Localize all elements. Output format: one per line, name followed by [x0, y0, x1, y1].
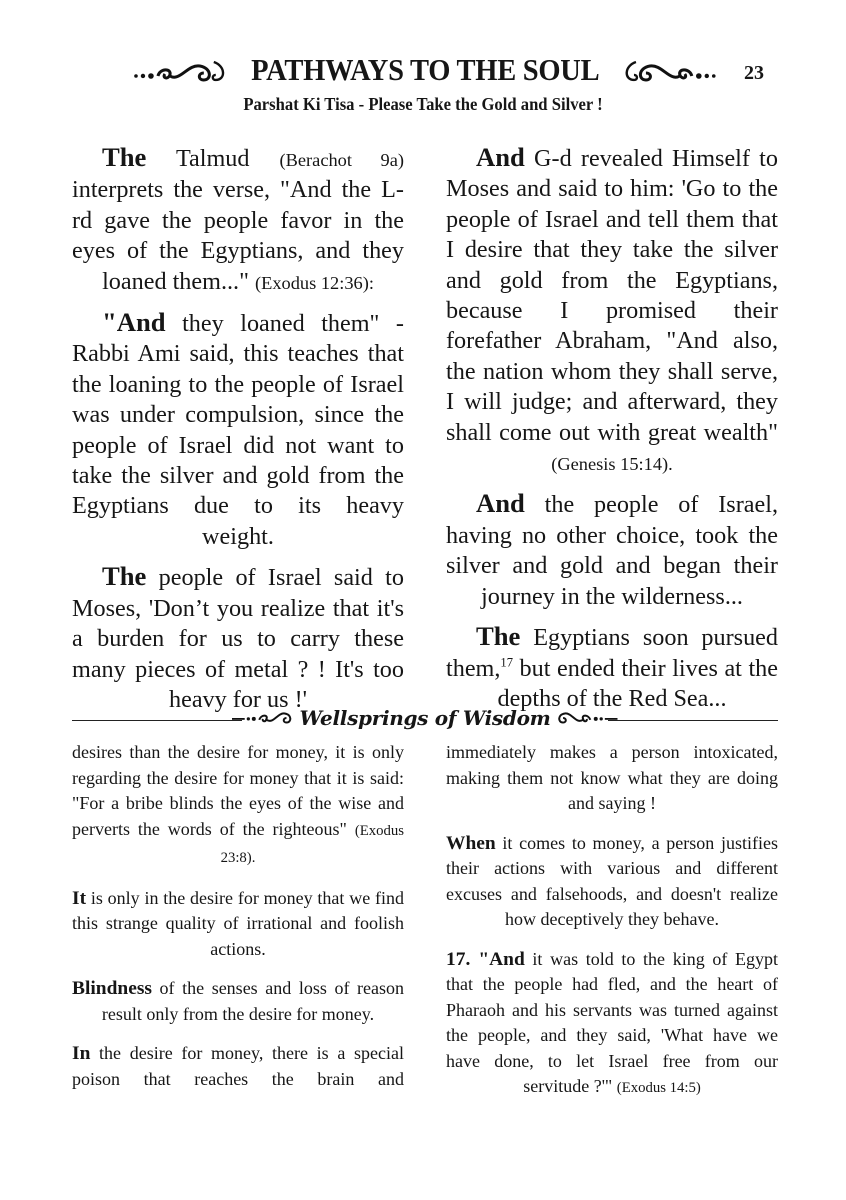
citation: (Exodus 14:5): [616, 1080, 701, 1096]
footnote-reference[interactable]: 17: [500, 655, 513, 670]
paragraph: [446, 621, 778, 714]
main-column-left: [72, 142, 404, 724]
paragraph-text: immediately makes a person intoxicated, making them not know what they are doing and saying !: [446, 742, 778, 813]
scroll-ornament-small-left-icon: [232, 709, 296, 727]
scroll-ornament-small-right-icon: [554, 709, 618, 727]
paragraph: [72, 142, 404, 298]
wisdom-column-left: [72, 740, 404, 1106]
paragraph-lead: In: [72, 1043, 91, 1064]
citation: (Exodus 12:36):: [255, 272, 374, 293]
running-title-text: PATHWAYS TO THE SOUL: [250, 52, 600, 87]
paragraph-text: the desire for money, there is a special poison that reaches the brain and: [72, 1043, 404, 1089]
paragraph-text: but ended their lives at the depths of the Red Sea...: [497, 654, 778, 712]
paragraph-lead: And: [476, 488, 525, 519]
section-divider: [72, 706, 778, 736]
chapter-subtitle: Parshat Ki Tisa - Please Take the Gold and Silver !: [243, 94, 603, 114]
paragraph: [72, 1041, 404, 1092]
paragraph-text: they loaned them" - Rabbi Ami said, this teaches that the loaning to the people of Israel was under compulsion, since the people of Israel did not want to take the silver and gold from the Egyptians due to its heavy weight.: [72, 310, 404, 550]
wisdom-column-right: [446, 740, 778, 1116]
paragraph-text: Egyptians soon pursued them,: [446, 624, 778, 682]
paragraph-text: is only in the desire for money that we find this strange quality of irrational and foolish actions.: [72, 887, 404, 959]
footnote: [446, 947, 778, 1102]
divider-rule-right: [608, 720, 778, 721]
divider-rule-left: [72, 720, 242, 721]
scroll-ornament-right-icon: [620, 56, 720, 84]
paragraph-lead: The: [476, 621, 521, 652]
page-number: 23: [744, 62, 764, 84]
paragraph-lead: When: [446, 832, 496, 854]
running-title: [130, 52, 720, 88]
citation: (Genesis 15:14).: [551, 454, 673, 475]
paragraph: [446, 740, 778, 817]
citation: (Exodus 23:8).: [220, 822, 404, 866]
paragraph: [72, 976, 404, 1027]
paragraph-text: it was told to the king of Egypt that the people had fled, and the heart of Pharaoh and his servants was turned against the people, and they said, 'What have we have done, to let Israel free from our servitude ?'": [446, 948, 778, 1096]
paragraph-text: G-d revealed Himself to Moses and said to him: 'Go to the people of Israel and tell them that I desire that they take the silver and gold from the Egyptians, because I promised their forefather Abraham, "And also, the nation whom they shall serve, I will judge; and afterward, they shall come out with great wealth": [446, 145, 778, 446]
paragraph-text: Talmud: [146, 145, 280, 172]
paragraph: [446, 488, 778, 612]
section-title: Wellsprings of Wisdom: [299, 706, 551, 730]
page-header: [0, 52, 846, 92]
paragraph-text: people of Israel said to Moses, 'Don’t you realize that it's a burden for us to carry these many pieces of metal ? ! It's too heavy for us !': [72, 564, 404, 713]
paragraph-lead: The: [102, 142, 147, 172]
paragraph: [72, 740, 404, 872]
paragraph-text: the people of Israel, having no other choice, took the silver and gold and began their journey in the wilderness...: [446, 491, 778, 610]
paragraph-lead: The: [102, 561, 147, 592]
paragraph-text: it comes to money, a person justifies their actions with various and different excuses and falsehoods, and doesn't realize how deceptively they behave.: [446, 832, 778, 929]
paragraph-text: interprets the verse, "And the L-rd gave the people favor in the eyes of the Egyptians, and they loaned them...": [72, 176, 404, 295]
paragraph-lead: It: [72, 887, 87, 909]
divider-title-wrap: [232, 706, 618, 730]
paragraph-lead: And: [476, 142, 525, 172]
footnote-lead: 17. "And: [446, 948, 525, 970]
main-column-right: [446, 142, 778, 723]
paragraph: [446, 142, 778, 479]
paragraph-text: desires than the desire for money, it is only regarding the desire for money that it is said: "For a bribe blinds the eyes of the wise and perverts the words of the righteous": [72, 742, 404, 839]
scroll-ornament-left-icon: [130, 56, 230, 84]
paragraph: [72, 561, 404, 715]
paragraph: [446, 831, 778, 933]
paragraph-lead: "And: [102, 307, 166, 338]
paragraph: [72, 307, 404, 552]
paragraph: [72, 886, 404, 963]
citation: (Berachot 9a): [279, 150, 405, 170]
paragraph-lead: Blindness: [72, 978, 152, 999]
paragraph-text: of the senses and loss of reason result only from the desire for money.: [101, 978, 404, 1024]
